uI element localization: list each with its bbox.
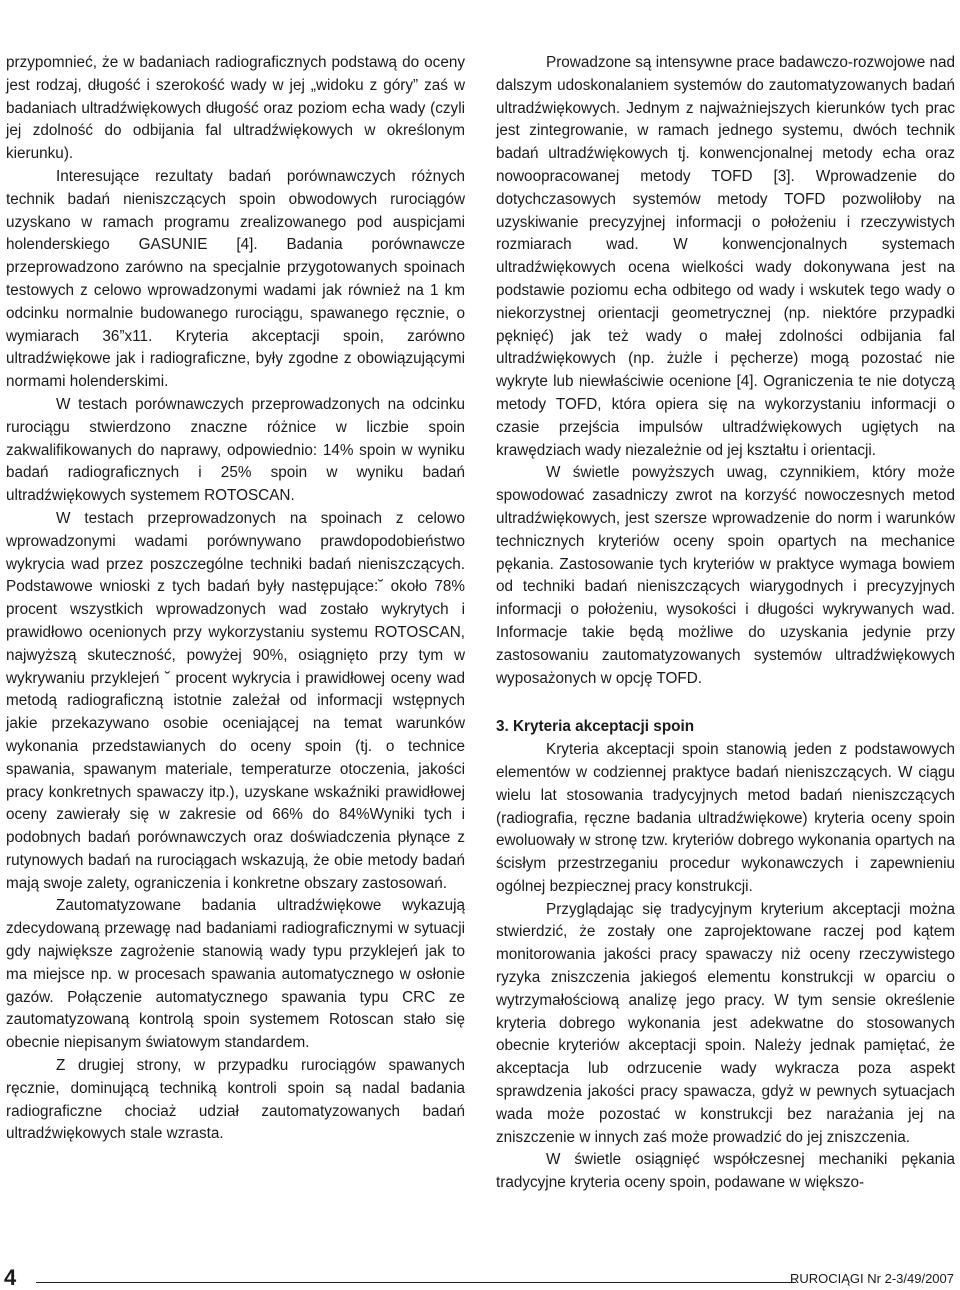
right-column <box>496 52 955 1195</box>
paragraph: W testach porównawczych przeprowadzonych na odcinku rurociągu stwierdzono znaczne różnice w liczbie spoin zakwalifikowanych do naprawy, odpowiednio: 14% spoin w wyniku badań radiograficznych i 25% spoin w wyniku badań ultradźwiękowych systemem ROTOSCAN. <box>6 395 465 505</box>
paragraph: W testach przeprowadzonych na spoinach z celowo wprowadzonymi wadami porównywano prawdopodobieństwo wykrycia wad przez poszczególne techniki badań nieniszczących. Podstawowe wnioski z tych badań były następujące:˘ około 78% procent wszystkich wprowadzonych wad zostało wykrytych i prawidłowo ocenionych przy wykorzystaniu systemu ROTOSCAN, najwyższą skuteczność, powyżej 90%, osiągnięto przy tym w wykrywaniu przyklejeń ˘ procent wykrycia i prawidłowej oceny wad metodą radiograficzną istotnie zależał od informacji wstępnych jakie przekazywano osobie oceniającej na temat warunków wykonania przedstawianych do oceny spoin (tj. o technice spawania, spawanym materiale, temperaturze otoczenia, jakości pracy konkretnych spawaczy itp.), uzyskane wskaźniki prawidłowej oceny zawierały się w zakresie od 66% do 84%Wyniki tych i podobnych badań porównawczych oraz doświadczenia płynące z rutynowych badań na rurociągach wskazują, że obie metody badań mają swoje zalety, ograniczenia i konkretne obszary zastosowań. <box>6 509 465 892</box>
section-heading: 3. Kryteria akceptacji spoin <box>496 718 695 736</box>
paragraph: W świetle osiągnięć współczesnej mechaniki pękania tradycyjne kryteria oceny spoin, podawane w większo- <box>496 1151 955 1192</box>
paragraph: Przyglądając się tradycyjnym kryterium akceptacji można stwierdzić, że zostały one zaprojektowane raczej pod kątem monitorowania jakości pracy spawaczy niż oceny rzeczywistego ryzyka zniszczenia jakiegoś elementu konstrukcji w oparciu o wytrzymałościową analizę jego pracy. W tym sensie określenie kryteria dobrego wykonania jest adekwatne do stosowanych obecnie kryteriów akceptacji spoin. Należy jednak pamiętać, że akceptacja lub odrzucenie wady wykracza poza aspekt sprawdzenia jakości pracy spawacza, gdyż w pewnych sytuacjach wada może pozostać w konstrukcji bez narażania jej na zniszczenie w innych zaś może prowadzić do jej zniszczenia. <box>496 900 955 1146</box>
page-number: 4 <box>4 1265 17 1290</box>
paragraph: Prowadzone są intensywne prace badawczo-rozwojowe nad dalszym udoskonalaniem systemów do zautomatyzowanych badań ultradźwiękowych. Jednym z najważniejszych kierunków tych prac jest zintegrowanie, w ramach jednego systemu, dwóch technik badań ultradźwiękowych tj. konwencjonalnej metody echa oraz nowoopracowanej metody TOFD [3]. Wprowadzenie do dotychczasowych systemów metody TOFD pozwoliłoby na uzyskiwanie precyzyjnej informacji o położeniu i rzeczywistych rozmiarach wad. W konwencjonalnych systemach ultradźwiękowych ocena wielkości wady dokonywana jest na podstawie poziomu echa odbitego od wady i wskutek tego wady o niekorzystnej orientacji geometrycznej (np. niektóre przypadki pęknięć) jak też wady o małej zdolności odbijania fal ultradźwiękowych (np. żużle i pęcherze) mogą pozostać nie wykryte lub niewłaściwie ocenione [4]. Ograniczenia te nie dotyczą metody TOFD, która opiera się na wykorzystaniu informacji o czasie przejścia impulsów ultradźwiękowych ugiętych na krawędziach wady niezależnie od jej kształtu i orientacji. <box>496 54 955 459</box>
paragraph: Z drugiej strony, w przypadku rurociągów spawanych ręcznie, dominującą techniką kontroli spoin są nadal badania radiograficzne chociaż udział zautomatyzowanych badań ultradźwiękowych stale wzrasta. <box>6 1057 465 1143</box>
paragraph: Interesujące rezultaty badań porównawczych różnych technik badań nieniszczących spoin obwodowych rurociągów uzyskano w ramach programu zrealizowanego pod auspicjami holenderskiego GASUNIE [4]. Badania porównawcze przeprowadzono zarówno na specjalnie przygotowanych spoinach testowych z celowo wprowadzonymi wadami jak również na 1 km odcinku normalnie budowanego rurociągu, spawanego ręcznie, o wymiarach 36”x11. Kryteria akceptacji spoin, zarówno ultradźwiękowe jak i radiograficzne, były zgodne z obowiązującymi normami holenderskimi. <box>6 167 465 391</box>
paragraph: Zautomatyzowane badania ultradźwiękowe wykazują zdecydowaną przewagę nad badaniami radiograficznymi w sytuacji gdy największe zagrożenie stanowią wady typu przyklejeń jak to ma miejsce np. w procesach spawania automatycznego w osłonie gazów. Połączenie automatycznego spawania typu CRC ze zautomatyzowaną kontrolą spoin systemem Rotoscan stało się obecnie niepisanym światowym standardem. <box>6 897 465 1052</box>
footer-divider <box>36 1282 796 1283</box>
paragraph: W świetle powyższych uwag, czynnikiem, który może spowodować zasadniczy zwrot na korzyść nowoczesnych metod ultradźwiękowych, jest szersze wprowadzenie do norm i warunków technicznych kryteriów oceny spoin opartych na mechanice pękania. Zastosowanie tych kryteriów w praktyce wymaga bowiem od techniki badań nieniszczących wiarygodnych i precyzyjnych informacji o położeniu, wysokości i długości wykrywanych wad. Informacje takie będą możliwe do uzyskania jedynie przy zastosowaniu zautomatyzowanych systemów ultradźwiękowych wyposażonych w opcję TOFD. <box>496 464 955 687</box>
paragraph: Kryteria akceptacji spoin stanowią jeden z podstawowych elementów w codziennej praktyce badań nieniszczących. W ciągu wielu lat stosowania tradycyjnych metod badań nieniszczących (radiografia, ręczne badania ultradźwiękowe) kryteria oceny spoin ewoluowały w stronę tzw. kryteriów dobrego wykonania opartych na ścisłym przestrzeganiu procedur wykonawczych i zapewnieniu ogólnej bezpiecznej pracy konstrukcji. <box>496 741 955 895</box>
left-column <box>6 52 465 1146</box>
paragraph: przypomnieć, że w badaniach radiograficznych podstawą do oceny jest rodzaj, długość i szerokość wady w jej „widoku z góry” zaś w badaniach ultradźwiękowych długość oraz poziom echa wady (czyli jej zdolność do odbijania fal ultradźwiękowych w określonym kierunku). <box>6 54 465 163</box>
journal-reference: RUROCIĄGI Nr 2-3/49/2007 <box>789 1271 954 1286</box>
